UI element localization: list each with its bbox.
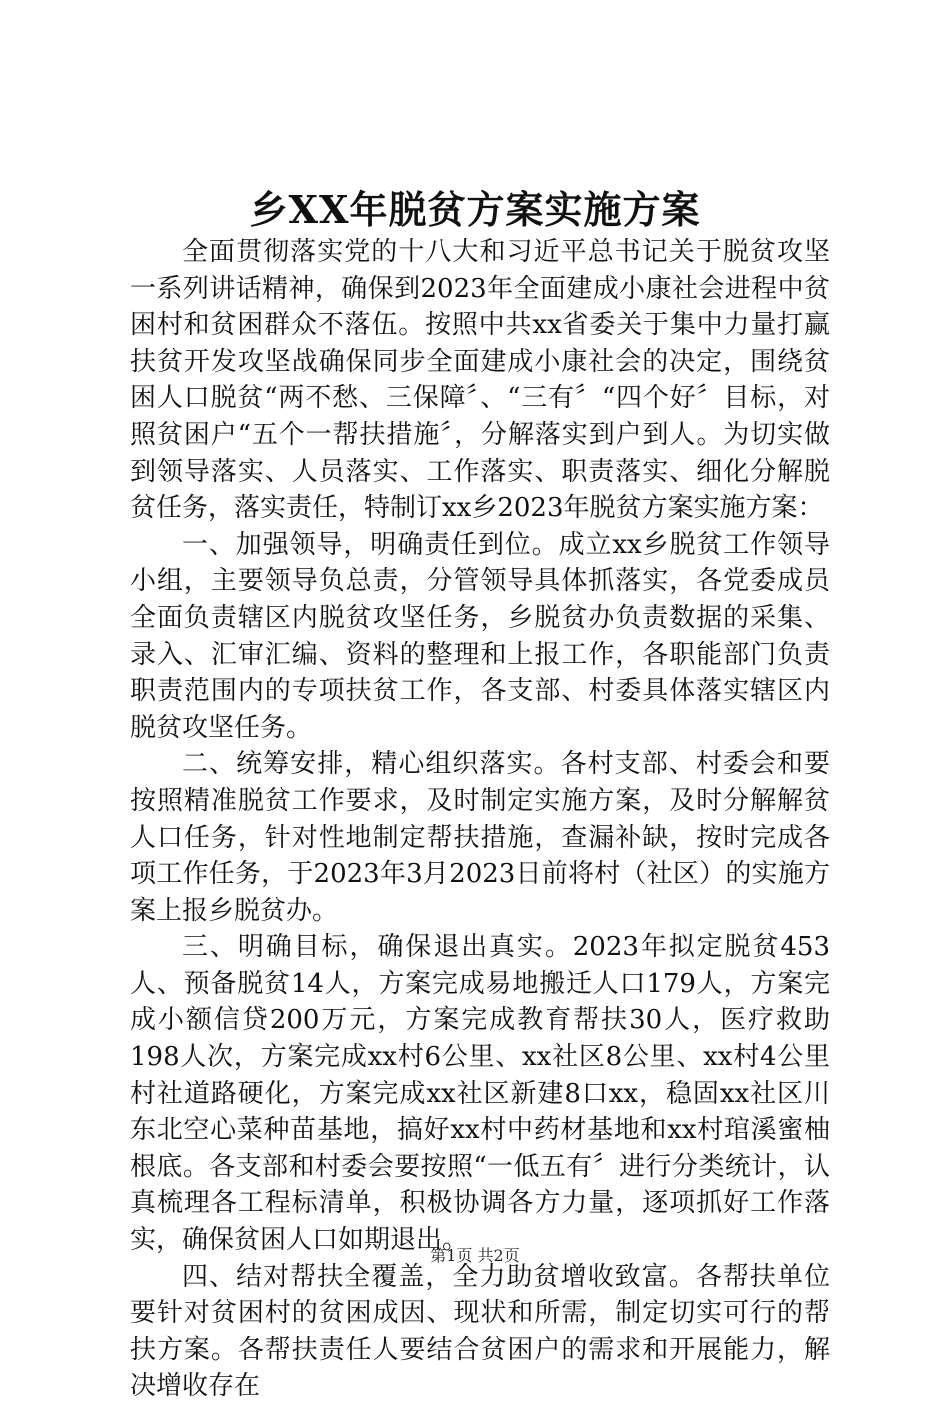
paragraph-section-3: 三、明确目标，确保退出真实。2023年拟定脱贫453人、预备脱贫14人，方案完成易地搬迁人口179人，方案完成小额信贷200万元，方案完成教育帮扶30人，医疗救助198人次，方案完成xx村6公里、xx社区8公里、xx村4公里村社道路硬化，方案完成xx社区新建8口xx，稳固xx社区川东北空心菜种苗基地，搞好xx村中药材基地和xx村琯溪蜜柚根底。各支部和村委会要按照“一低五有〞进行分类统计，认真梳理各工程标清单，积极协调各方力量，逐项抓好工作落实，确保贫困人口如期退出。 [130,932,830,1256]
paragraph-intro: 全面贯彻落实党的十八大和习近平总书记关于脱贫攻坚一系列讲话精神，确保到2023年全面建成小康社会进程中贫困村和贫困群众不落伍。按照中共xx省委关于集中力量打赢扶贫开发攻坚战确保同步全面建成小康社会的决定，围绕贫困人口脱贫“两不愁、三保障〞、“三有〞“四个好〞目标，对照贫困户“五个一帮扶措施〞，分解落实到户到人。为切实做到领导落实、人员落实、工作落实、职责落实、细化分解脱贫任务，落实责任，特制订xx乡2023年脱贫方案实施方案： [130,237,830,524]
paragraph-section-1: 一、加强领导，明确责任到位。成立xx乡脱贫工作领导小组，主要领导负总责，分管领导具体抓落实，各党委成员全面负责辖区内脱贫攻坚任务，乡脱贫办负责数据的采集、录入、汇审汇编、资料的整理和上报工作，各职能部门负责职责范围内的专项扶贫工作，各支部、村委具体落实辖区内脱贫攻坚任务。 [130,529,830,743]
page-number-footer: 第1页 共2页 [430,1246,520,1265]
document-title: 乡XX年脱贫方案实施方案 [249,187,701,232]
document-body [130,234,830,1405]
paragraph-section-4: 四、结对帮扶全覆盖，全力助贫增收致富。各帮扶单位要针对贫困村的贫困成因、现状和所需，制定切实可行的帮扶方案。各帮扶责任人要结合贫困户的需求和开展能力，解决增收存在 [130,1261,830,1402]
paragraph-section-2: 二、统筹安排，精心组织落实。各村支部、村委会和要按照精准脱贫工作要求，及时制定实施方案，及时分解解贫人口任务，针对性地制定帮扶措施，查漏补缺，按时完成各项工作任务，于2023年3月2023日前将村（社区）的实施方案上报乡脱贫办。 [130,749,830,926]
